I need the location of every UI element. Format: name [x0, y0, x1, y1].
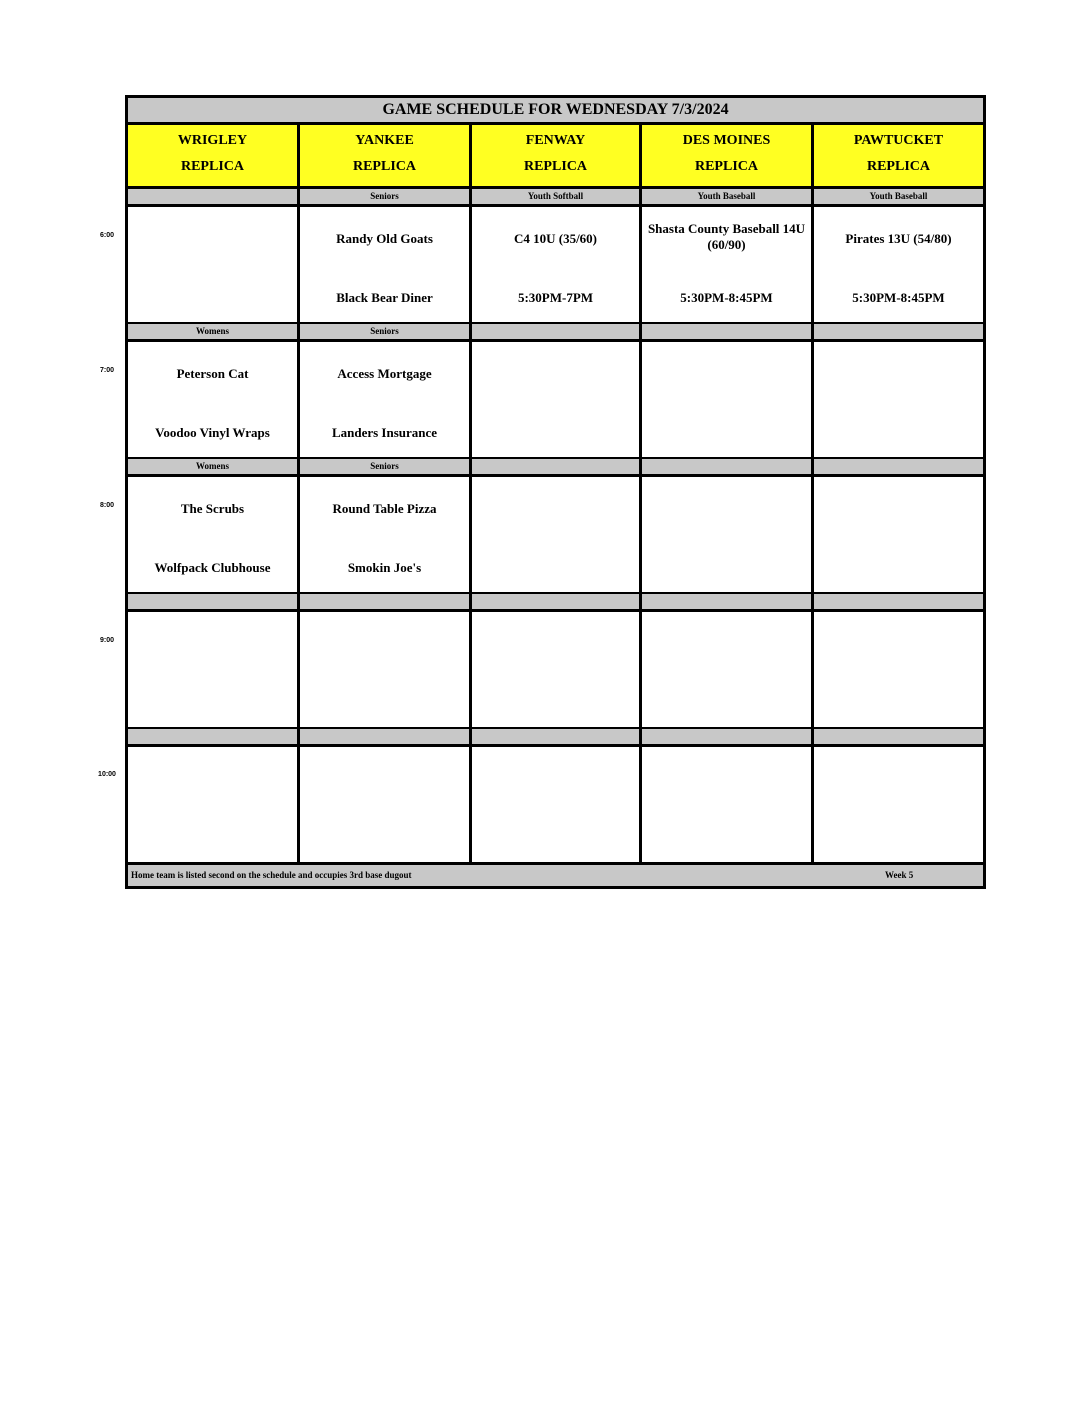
field-sub: REPLICA — [523, 159, 587, 174]
field-name: DES MOINES — [682, 133, 771, 148]
away-team: Peterson Cat — [176, 366, 249, 381]
field-name: PAWTUCKET — [853, 133, 944, 148]
field-name: WRIGLEY — [177, 133, 248, 148]
field-header — [472, 125, 642, 189]
time-label: 9:00 — [99, 637, 114, 644]
home-team: Landers Insurance — [331, 425, 438, 440]
away-team: Round Table Pizza — [332, 501, 437, 516]
home-team: Wolfpack Clubhouse — [154, 560, 271, 575]
game-cell — [642, 342, 814, 460]
game-cell — [642, 612, 814, 730]
game-cell — [472, 612, 642, 730]
game-cell — [128, 207, 300, 325]
game-cell — [300, 207, 472, 325]
away-team: Access Mortgage — [337, 366, 432, 381]
division-label — [472, 459, 642, 477]
division-label: Womens — [128, 459, 300, 477]
division-label — [814, 459, 983, 477]
division-label: Seniors — [300, 189, 472, 207]
division-label — [642, 324, 814, 342]
division-label — [814, 729, 983, 747]
division-label — [472, 594, 642, 612]
division-label — [814, 324, 983, 342]
game-cell — [300, 477, 472, 595]
division-label — [300, 594, 472, 612]
away-team: Pirates 13U (54/80) — [845, 231, 952, 246]
division-label: Womens — [128, 324, 300, 342]
game-cell — [300, 747, 472, 865]
home-team: Smokin Joe's — [347, 560, 422, 575]
home-team: 5:30PM-7PM — [517, 290, 594, 305]
game-cell — [814, 342, 983, 460]
division-label: Seniors — [300, 459, 472, 477]
division-label — [128, 189, 300, 207]
game-cell — [300, 342, 472, 460]
field-header — [642, 125, 814, 189]
division-label — [300, 729, 472, 747]
division-label — [642, 729, 814, 747]
away-team: Randy Old Goats — [336, 231, 433, 246]
time-label: 6:00 — [99, 232, 114, 239]
game-cell — [642, 207, 814, 325]
home-team: Black Bear Diner — [336, 290, 433, 305]
home-team: 5:30PM-8:45PM — [680, 290, 773, 305]
game-cell — [472, 342, 642, 460]
footer-note: Home team is listed second on the schedule and occupies 3rd base dugout — [131, 870, 412, 880]
division-label — [642, 594, 814, 612]
division-label: Seniors — [300, 324, 472, 342]
division-label — [472, 729, 642, 747]
away-team: Shasta County Baseball 14U (60/90) — [647, 221, 806, 252]
game-cell — [642, 747, 814, 865]
division-label — [814, 594, 983, 612]
week-label: Week 5 — [885, 870, 914, 880]
schedule-table — [125, 95, 986, 889]
division-label: Youth Softball — [472, 189, 642, 207]
game-cell — [472, 207, 642, 325]
home-team: Voodoo Vinyl Wraps — [155, 425, 270, 440]
game-cell — [472, 747, 642, 865]
time-label: 10:00 — [98, 771, 116, 778]
game-cell — [300, 612, 472, 730]
field-header — [300, 125, 472, 189]
game-cell — [814, 747, 983, 865]
field-sub: REPLICA — [352, 159, 416, 174]
time-label: 7:00 — [99, 367, 114, 374]
away-team: The Scrubs — [180, 501, 245, 516]
field-header — [814, 125, 983, 189]
division-label — [642, 459, 814, 477]
game-cell — [814, 477, 983, 595]
schedule-footer — [128, 865, 983, 886]
time-label: 8:00 — [99, 502, 114, 509]
field-sub: REPLICA — [694, 159, 758, 174]
field-name: FENWAY — [525, 133, 586, 148]
away-team: C4 10U (35/60) — [513, 231, 598, 246]
division-label — [128, 594, 300, 612]
division-label — [128, 729, 300, 747]
schedule-title: GAME SCHEDULE FOR WEDNESDAY 7/3/2024 — [128, 98, 983, 125]
game-cell — [814, 612, 983, 730]
game-cell — [128, 612, 300, 730]
field-name: YANKEE — [355, 133, 414, 148]
field-header — [128, 125, 300, 189]
home-team: 5:30PM-8:45PM — [852, 290, 945, 305]
game-cell — [128, 747, 300, 865]
field-sub: REPLICA — [866, 159, 930, 174]
game-cell — [128, 342, 300, 460]
field-sub: REPLICA — [180, 159, 244, 174]
division-label: Youth Baseball — [642, 189, 814, 207]
division-label — [472, 324, 642, 342]
game-cell — [128, 477, 300, 595]
game-cell — [814, 207, 983, 325]
game-cell — [472, 477, 642, 595]
division-label: Youth Baseball — [814, 189, 983, 207]
game-cell — [642, 477, 814, 595]
